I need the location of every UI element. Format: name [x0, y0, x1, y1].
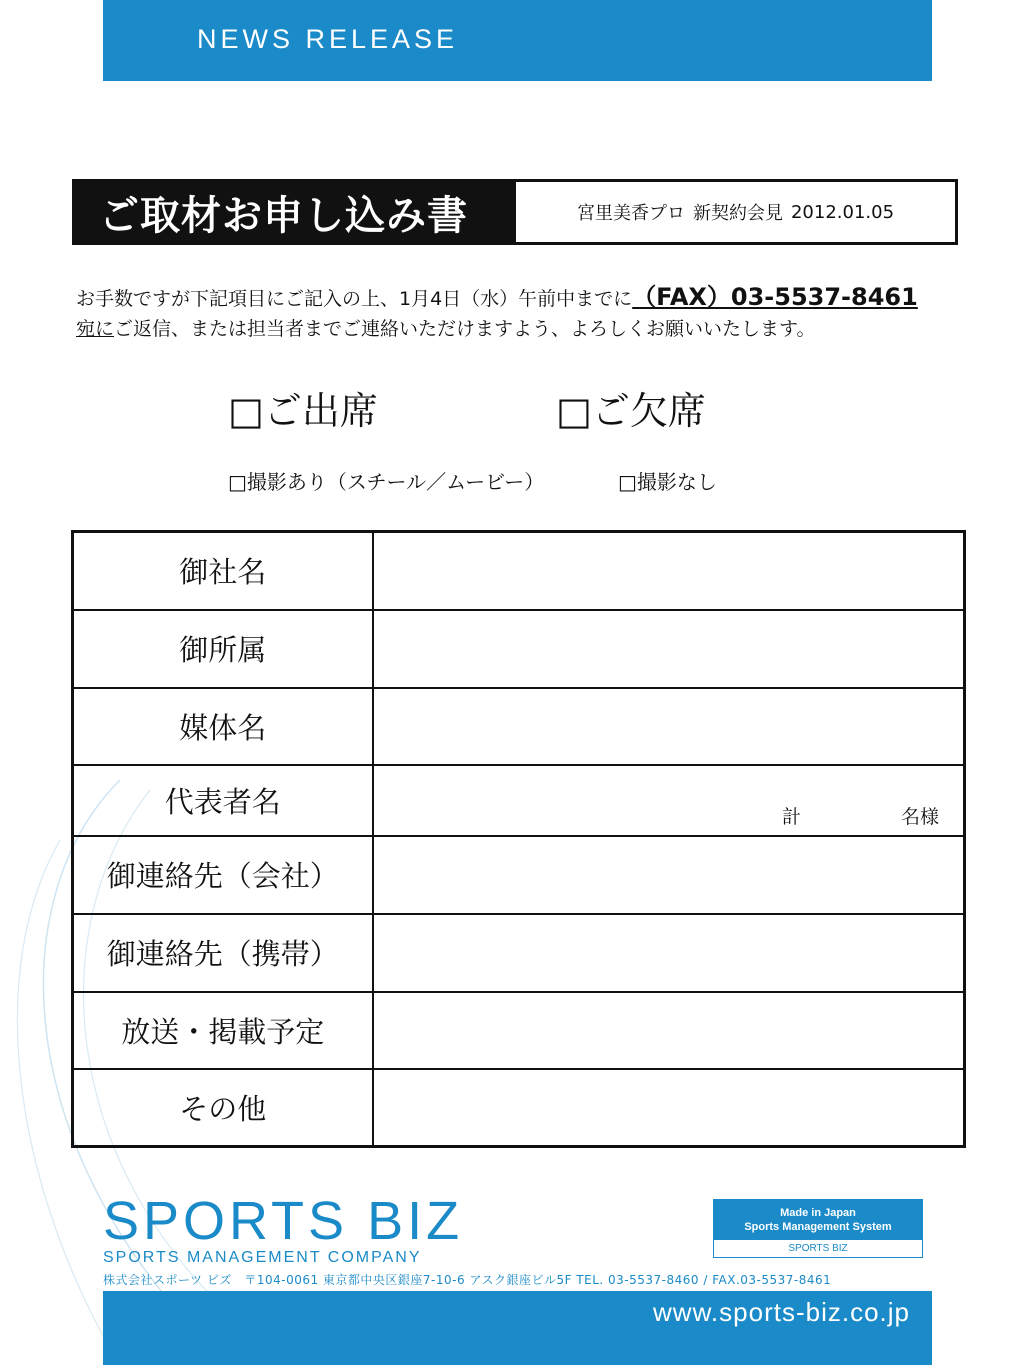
badge-line-1: Made in Japan — [780, 1207, 856, 1219]
representative-label: 代表者名 — [73, 765, 373, 836]
media-field[interactable] — [373, 688, 965, 765]
other-label: その他 — [73, 1069, 373, 1147]
form-row-department — [73, 610, 965, 688]
department-label: 御所属 — [73, 610, 373, 688]
badge-line-3: SPORTS BIZ — [788, 1243, 848, 1254]
photo-yes-checkbox[interactable]: □撮影あり（スチール／ムービー） — [228, 470, 545, 494]
instructions-text-1: お手数ですが下記項目にご記入の上、1月4日（水）午前中までに — [76, 288, 633, 310]
form-row-other — [73, 1069, 965, 1147]
event-info — [516, 182, 955, 242]
form-row-representative — [73, 765, 965, 836]
event-type: 新契約会見 — [692, 203, 783, 224]
form-row-media — [73, 688, 965, 765]
company-label: 御社名 — [73, 532, 373, 610]
news-release-label: NEWS RELEASE — [197, 24, 459, 54]
instructions — [76, 282, 976, 344]
form-row-contact-mobile — [73, 914, 965, 992]
instructions-line-1 — [76, 282, 976, 314]
application-form-table — [71, 530, 966, 1148]
contact-company-field[interactable] — [373, 836, 965, 914]
total-label: 計 — [781, 805, 801, 828]
company-field[interactable] — [373, 532, 965, 610]
instructions-addressee: 宛に — [76, 318, 115, 340]
contact-mobile-field[interactable] — [373, 914, 965, 992]
form-row-company — [73, 532, 965, 610]
brand-name: SPORTS BIZ — [103, 1191, 464, 1251]
footer-banner — [103, 1291, 932, 1365]
badge-line-2: Sports Management System — [744, 1221, 892, 1233]
instructions-text-2: ご返信、または担当者までご連絡いただけますよう、よろしくお願いいたします。 — [114, 318, 816, 340]
form-title: ご取材お申し込み書 — [75, 182, 516, 242]
attend-checkbox[interactable]: □ご出席 — [228, 389, 378, 433]
event-date: 2012.01.05 — [790, 201, 895, 223]
event-name: 宮里美香プロ — [576, 203, 685, 224]
instructions-line-2 — [76, 314, 976, 344]
title-block — [72, 179, 958, 245]
brand-logo — [103, 1191, 464, 1267]
absent-checkbox[interactable]: □ご欠席 — [556, 389, 706, 433]
department-field[interactable] — [373, 610, 965, 688]
brand-subtitle: SPORTS MANAGEMENT COMPANY — [103, 1249, 422, 1266]
contact-company-label: 御連絡先（会社） — [73, 836, 373, 914]
broadcast-field[interactable] — [373, 992, 965, 1069]
made-in-japan-badge — [713, 1199, 923, 1258]
fax-number: （FAX）03-5537-8461 — [632, 283, 918, 311]
website-url[interactable]: www.sports-biz.co.jp — [653, 1297, 910, 1327]
contact-mobile-label: 御連絡先（携帯） — [73, 914, 373, 992]
broadcast-label: 放送・掲載予定 — [73, 992, 373, 1069]
company-address: 株式会社スポーツ ビズ 〒104-0061 東京都中央区銀座7-10-6 アスク銀座ビル5F TEL. 03-5537-8460 / FAX.03-5537-8461 — [103, 1273, 832, 1287]
form-row-broadcast — [73, 992, 965, 1069]
honorific-label: 名様 — [900, 805, 939, 828]
media-label: 媒体名 — [73, 688, 373, 765]
representative-field[interactable] — [373, 765, 965, 836]
badge-top — [714, 1200, 922, 1240]
photo-no-checkbox[interactable]: □撮影なし — [618, 470, 717, 494]
other-field[interactable] — [373, 1069, 965, 1147]
form-row-contact-company — [73, 836, 965, 914]
news-release-banner — [103, 0, 932, 81]
